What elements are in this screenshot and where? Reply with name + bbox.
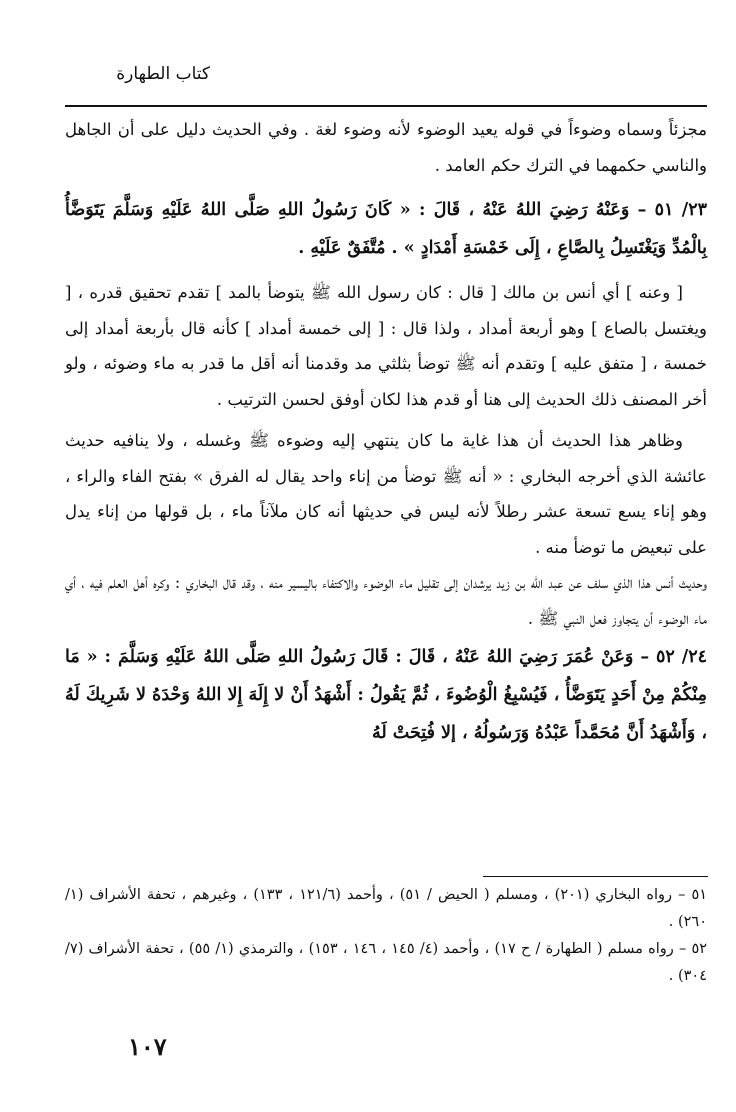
commentary-paragraph-1: مجزئاً وسماه وضوءاً في قوله يعيد الوضوء لأنه وضوء لغة . وفي الحديث دليل على أن الجاهل والناسي حكمهما في الترك حكم العامد . bbox=[65, 120, 707, 175]
footnote-52: ٥٢ – رواه مسلم ( الطهارة / ح ١٧) ، وأحمد (٤/ ١٤٥ ، ١٤٦ ، ١٥٣) ، والترمذي (١/ ٥٥) ، تحفة الأشراف (٧/ ٣٠٤) . bbox=[65, 941, 708, 984]
hadith-51: ٢٣/ ٥١ – وَعَنْهُ رَضِيَ اللهُ عَنْهُ ، قَالَ : « كَانَ رَسُولُ اللهِ صَلَّى اللهُ عَلَيْهِ وَسَلَّمَ يَتَوَضَّأُ بِالْمُدِّ وَيَغْتَسِلُ بِالصَّاعِ ، إِلَى خَمْسَةِ أَمْدَادٍ » . مُتَّفَقٌ عَلَيْهِ . bbox=[65, 200, 707, 258]
commentary-paragraph-3: وظاهر هذا الحديث أن هذا غاية ما كان ينتهي إليه وضوءه ﷺ وغسله ، ولا ينافيه حديث عائشة الذي أخرجه البخاري : « أنه ﷺ توضأ من إناء واحد يقال له الفرق » بفتح الفاء والراء ، وهو إناء يسع تسعة عشر رطلاً لأنه ليس في حديثها أنه كان ملآناً ماء ، بل قولها من إناء يدل على تبعيض ما توضأ منه . bbox=[65, 431, 707, 557]
running-header: كتاب الطهارة bbox=[116, 64, 210, 84]
page-number: ١٠٧ bbox=[128, 1032, 167, 1061]
main-text bbox=[65, 112, 707, 760]
header-rule bbox=[65, 105, 707, 107]
footnote-rule bbox=[483, 876, 708, 877]
commentary-paragraph-2: [ وعنه ] أي أنس بن مالك [ قال : كان رسول الله ﷺ يتوضأ بالمد ] تقدم تحقيق قدره ، [ ويغتسل بالصاع ] وهو أربعة أمداد ، ولذا قال : [ إلى خمسة أمداد ] كأنه قال بأربعة أمداد إلى خمسة ، [ متفق عليه ] وتقدم أنه ﷺ توضأ بثلثي مد وقدمنا أنه أقل ما قدر به ماء وضوئه ، ولو أخر المصنف ذلك الحديث إلى هنا أو قدم هذا لكان أوفق لحسن الترتيب . bbox=[65, 283, 707, 409]
footnote-51: ٥١ – رواه البخاري (٢٠١) ، ومسلم ( الحيض / ٥١) ، وأحمد (١٢١/٦ ، ١٣٣) ، وغيرهم ، تحفة الأشراف (١/ ٢٦٠) . bbox=[65, 887, 708, 930]
hadith-52: ٢٤/ ٥٢ – وَعَنْ عُمَرَ رَضِيَ اللهُ عَنْهُ ، قَالَ : قَالَ رَسُولُ اللهِ صَلَّى اللهُ عَلَيْهِ وَسَلَّمَ : « مَا مِنْكُمْ مِنْ أَحَدٍ يَتَوَضَّأُ ، فَيُسْبِغُ الْوُضُوءَ ، ثُمَّ يَقُولُ : أَشْهَدُ أَنْ لا إِلَهَ إِلا اللهُ وَحْدَهُ لا شَرِيكَ لَهُ ، وَأَشْهَدُ أَنَّ مُحَمَّداً عَبْدُهُ وَرَسُولُهُ ، إلا فُتِحَتْ لَهُ bbox=[65, 647, 708, 743]
commentary-paragraph-4: وحديث أنس هذا الذي سلف عن عبد الله بن زيد يرشدان إلى تقليل ماء الوضوء والاكتفاء باليسير منه ، وقد قال البخاري : وكره أهل العلم فيه ، أي ماء الوضوء أن يتجاوز فعل النبي ﷺ . bbox=[65, 573, 707, 628]
footnotes bbox=[65, 882, 707, 990]
